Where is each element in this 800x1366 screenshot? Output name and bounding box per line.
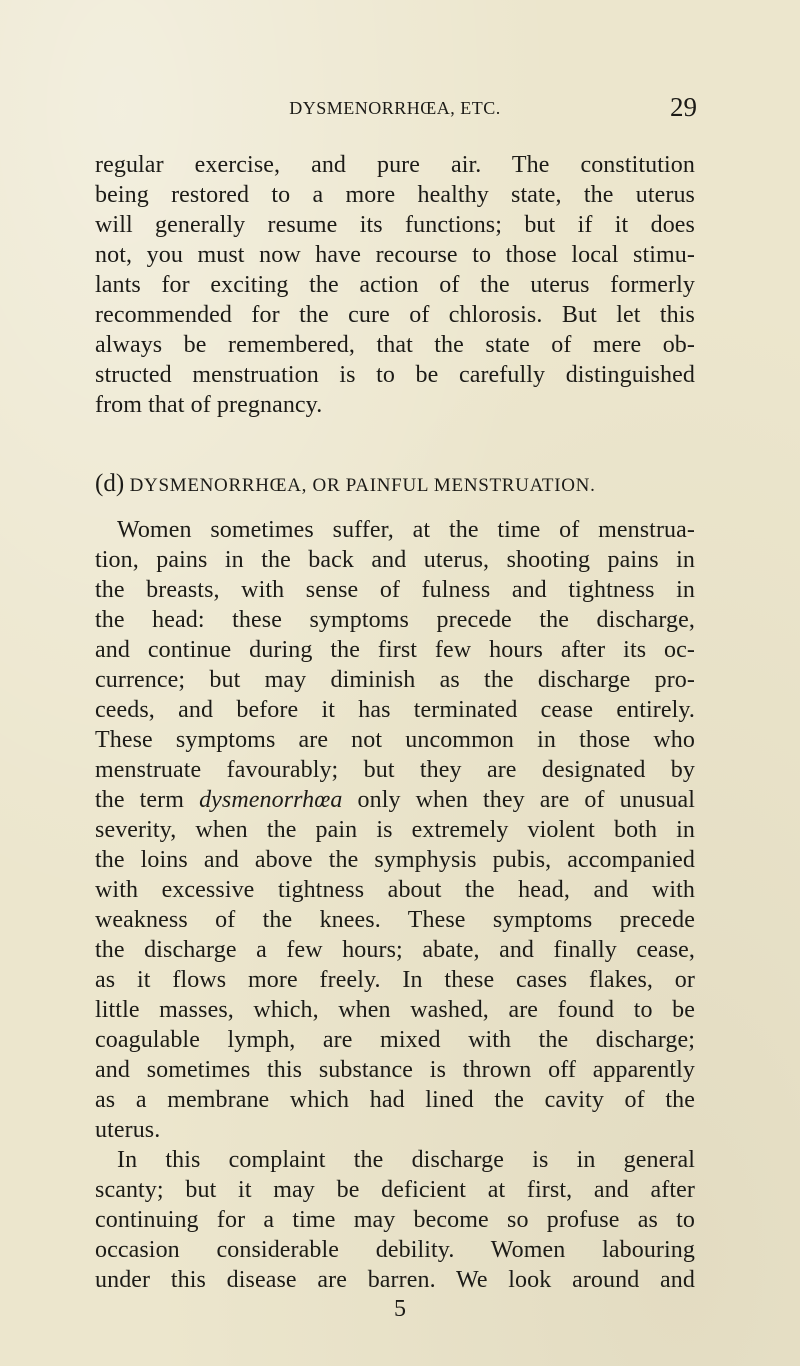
text-line: currence; but may diminish as the discharge pro- (95, 667, 695, 693)
text-line: regular exercise, and pure air. The constitution (95, 152, 695, 178)
running-head (95, 90, 695, 130)
section-marker: (d) (95, 470, 125, 497)
text-line: the breasts, with sense of fulness and tightness in (95, 577, 695, 603)
text-line: coagulable lymph, are mixed with the discharge; (95, 1027, 695, 1053)
signature-mark: 5 (394, 1296, 406, 1322)
text-line: little masses, which, when washed, are found to be (95, 997, 695, 1023)
text-line: weakness of the knees. These symptoms precede (95, 907, 695, 933)
page-number: 29 (670, 92, 697, 122)
running-title: DYSMENORRHŒA, ETC. (289, 98, 501, 118)
text-line: uterus. (95, 1117, 161, 1143)
text-line: occasion considerable debility. Women labouring (95, 1237, 695, 1263)
section-title: DYSMENORRHŒA, OR PAINFUL MENSTRUATION. (129, 475, 596, 496)
text-line: not, you must now have recourse to those local stimu- (95, 242, 695, 268)
text-span: the term (95, 787, 200, 813)
text-line: the head: these symptoms precede the discharge, (95, 607, 695, 633)
text-line: severity, when the pain is extremely violent both in (95, 817, 695, 843)
text-line: the loins and above the symphysis pubis, accompanied (95, 847, 695, 873)
text-line: always be remembered, that the state of mere ob- (95, 332, 695, 358)
text-line: menstruate favourably; but they are designated by (95, 757, 695, 783)
text-line: being restored to a more healthy state, the uterus (95, 182, 695, 208)
text-line: Women sometimes suffer, at the time of menstrua- (117, 517, 695, 543)
text-line: ceeds, and before it has terminated cease entirely. (95, 697, 695, 723)
text-line: under this disease are barren. We look around and (95, 1267, 695, 1293)
text-line: scanty; but it may be deficient at first, and after (95, 1177, 695, 1203)
text-line: with excessive tightness about the head, and with (95, 877, 695, 903)
text-line: will generally resume its functions; but if it does (95, 212, 695, 238)
text-line: continuing for a time may become so profuse as to (95, 1207, 695, 1233)
section-heading (95, 470, 695, 498)
text-line: as it flows more freely. In these cases flakes, or (95, 967, 695, 993)
text-line: as a membrane which had lined the cavity of the (95, 1087, 695, 1113)
text-line: and continue during the first few hours after its oc- (95, 637, 695, 663)
text-line: These symptoms are not uncommon in those who (95, 727, 695, 753)
text-line: from that of pregnancy. (95, 392, 323, 418)
text-line: recommended for the cure of chlorosis. But let this (95, 302, 695, 328)
italic-term: dysmenorrhœa (199, 787, 343, 813)
text-line: the discharge a few hours; abate, and finally cease, (95, 937, 695, 963)
text-line: In this complaint the discharge is in general (117, 1147, 695, 1173)
text-line: structed menstruation is to be carefully distinguished (95, 362, 695, 388)
text-line: tion, pains in the back and uterus, shooting pains in (95, 547, 695, 573)
text-line: and sometimes this substance is thrown off apparently (95, 1057, 695, 1083)
text-line: lants for exciting the action of the uterus formerly (95, 272, 695, 298)
text-span: only when they are of unusual (342, 787, 695, 813)
text-line-with-italic (95, 785, 695, 815)
